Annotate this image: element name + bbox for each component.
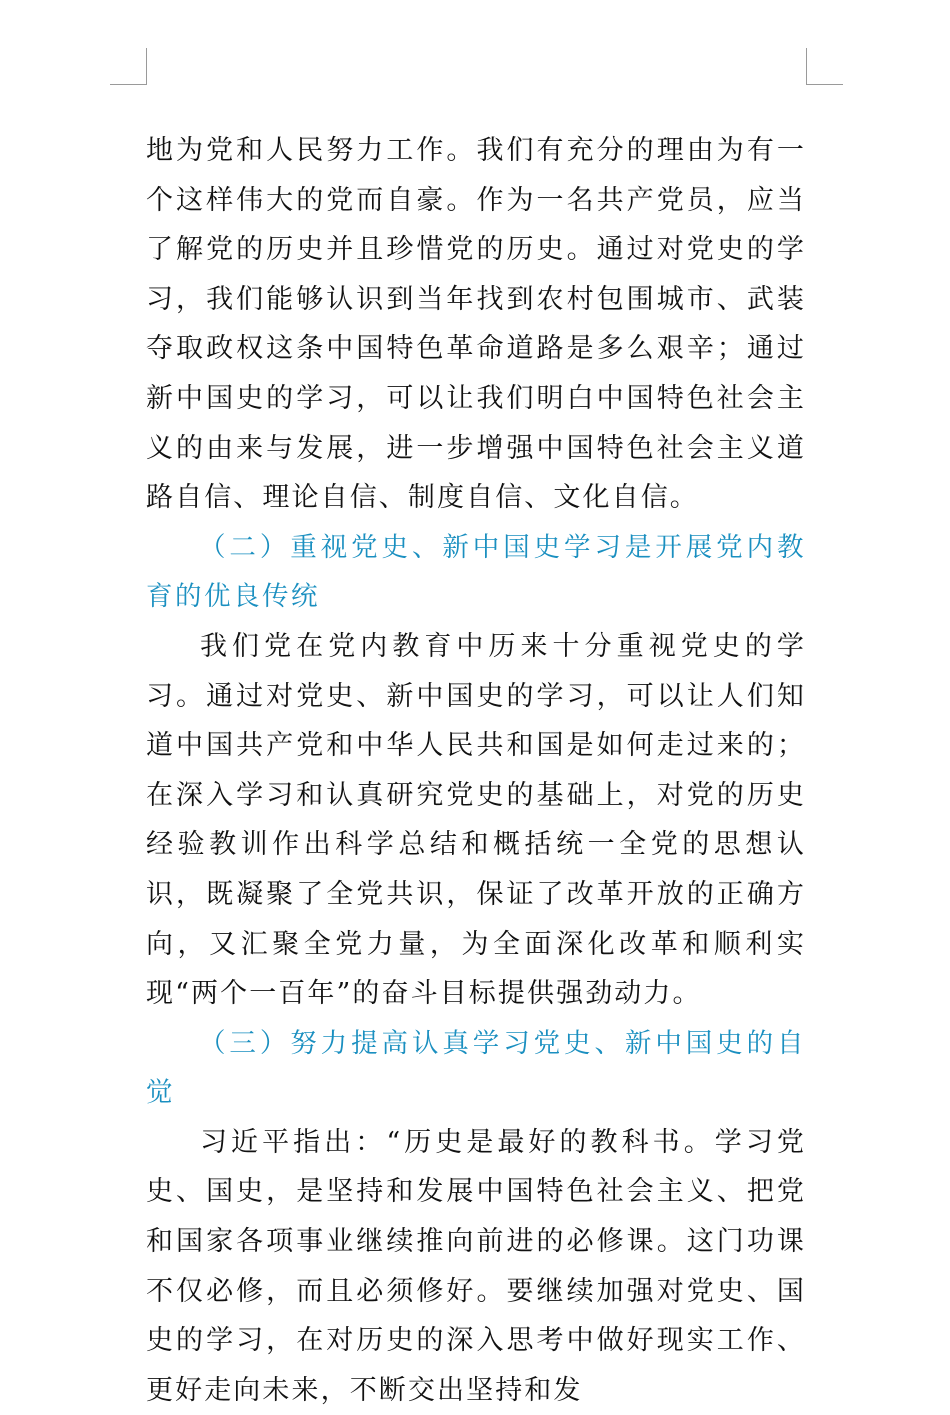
- section-heading-2: （二）重视党史、新中国史学习是开展党内教育的优良传统: [146, 531, 806, 613]
- document-body: [146, 126, 806, 1415]
- body-paragraph-continued: 地为党和人民努力工作。我们有充分的理由为有一个这样伟大的党而自豪。作为一名共产党员，应当了解党的历史并且珍惜党的历史。通过对党史的学习，我们能够认识到当年找到农村包围城市、武装夺取政权这条中国特色革命道路是多么艰辛；通过新中国史的学习，可以让我们明白中国特色社会主义的由来与发展，进一步增强中国特色社会主义道路自信、理论自信、制度自信、文化自信。: [146, 135, 806, 514]
- crop-mark-top-right: [806, 48, 843, 85]
- body-paragraph-section-2: 我们党在党内教育中历来十分重视党史的学习。通过对党史、新中国史的学习，可以让人们知道中国共产党和中华人民共和国是如何走过来的；在深入学习和认真研究党史的基础上，对党的历史经验教训作出科学总结和概括统一全党的思想认识，既凝聚了全党共识，保证了改革开放的正确方向，又汇聚全党力量，为全面深化改革和顺利实现“两个一百年”的奋斗目标提供强劲动力。: [146, 630, 806, 1010]
- section-heading-3: （三）努力提高认真学习党史、新中国史的自觉: [146, 1027, 806, 1109]
- crop-mark-top-left: [110, 48, 147, 85]
- body-paragraph-section-3: 习近平指出：“历史是最好的教科书。学习党史、国史，是坚持和发展中国特色社会主义、把党和国家各项事业继续推向前进的必修课。这门功课不仅必修，而且必须修好。要继续加强对党史、国史的学习，在对历史的深入思考中做好现实工作、更好走向未来，不断交出坚持和发: [146, 1126, 806, 1406]
